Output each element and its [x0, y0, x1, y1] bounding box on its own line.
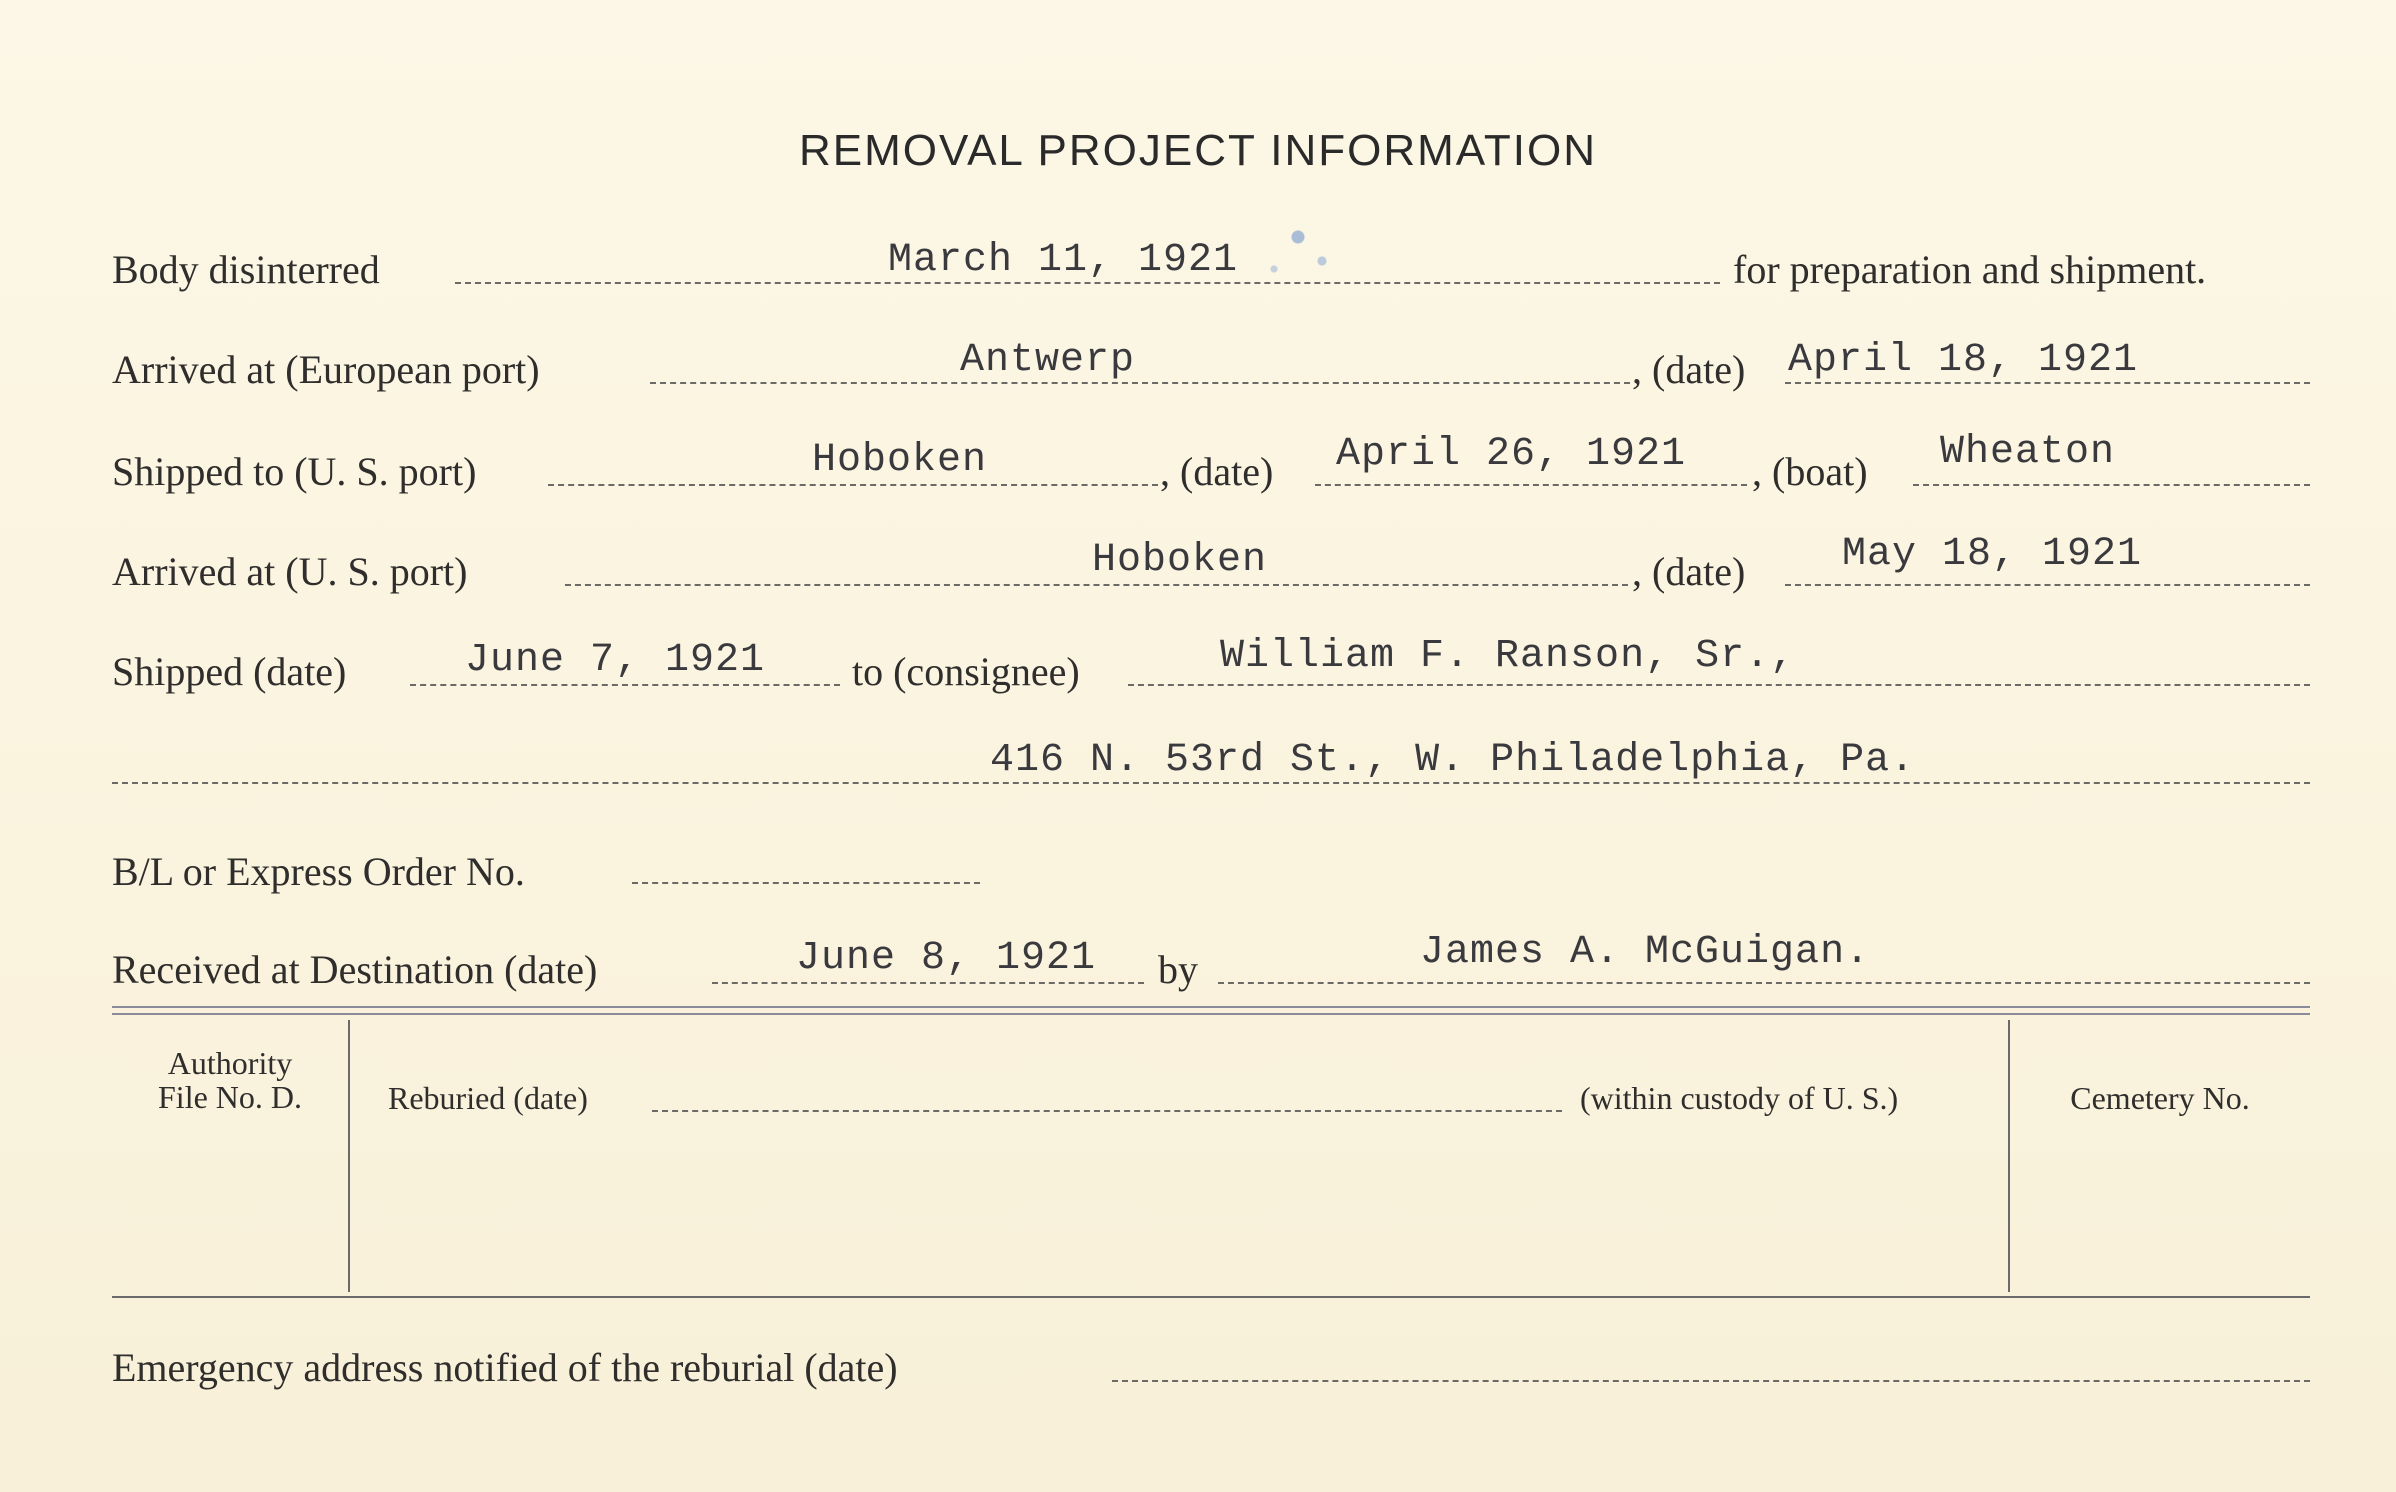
shipped-to-us-label: Shipped to (U. S. port) — [112, 449, 477, 494]
shipped-to-us-value: Hoboken — [812, 438, 988, 483]
arrived-us-label: Arrived at (U. S. port) — [112, 549, 468, 594]
shipped-date-line — [410, 684, 840, 686]
shipped-to-us-boat: Wheaton — [1940, 430, 2116, 475]
shipped-to-us-boat-label: , (boat) — [1752, 449, 1868, 494]
shipped-to-us-boat-line — [1913, 484, 2310, 486]
emergency-label: Emergency address notified of the reburial (date) — [112, 1345, 898, 1390]
reburied-line — [652, 1110, 1562, 1112]
arrived-us-date-label: , (date) — [1632, 549, 1746, 594]
table-divider-left — [348, 1020, 350, 1292]
arrived-european-date-label: , (date) — [1632, 347, 1746, 392]
emergency-line — [1112, 1380, 2310, 1382]
cemetery-label: Cemetery No. — [2070, 1080, 2250, 1116]
table-bottom-rule — [112, 1296, 2310, 1298]
authority-cell — [112, 1046, 348, 1114]
arrived-us-date-line — [1785, 584, 2310, 586]
table-divider-right — [2008, 1020, 2010, 1292]
received-label: Received at Destination (date) — [112, 947, 598, 992]
authority-label: Authority — [167, 1045, 293, 1081]
arrived-us-value: Hoboken — [1092, 538, 1268, 583]
arrived-european-line — [650, 382, 1630, 384]
body-disinterred-suffix: for preparation and shipment. — [1733, 247, 2207, 292]
received-by-label: by — [1158, 947, 1198, 992]
shipped-to-us-date-line — [1315, 484, 1747, 486]
reburied-label: Reburied (date) — [388, 1080, 588, 1116]
arrived-european-value: Antwerp — [960, 338, 1136, 383]
received-by-value: James A. McGuigan. — [1420, 930, 1871, 975]
body-disinterred-value: March 11, 1921 — [888, 238, 1239, 283]
arrived-us-date: May 18, 1921 — [1842, 532, 2143, 577]
arrived-european-date: April 18, 1921 — [1788, 338, 2139, 383]
arrived-us-line — [565, 584, 1628, 586]
shipped-to-us-date: April 26, 1921 — [1336, 432, 1687, 477]
file-no-label: File No. D. — [158, 1079, 302, 1115]
body-disinterred-label: Body disinterred — [112, 247, 380, 292]
shipped-to-us-line — [548, 484, 1158, 486]
shipped-date-value: June 7, 1921 — [465, 638, 766, 683]
bl-order-label: B/L or Express Order No. — [112, 849, 525, 894]
table-top-rule-2 — [112, 1013, 2310, 1015]
ink-stamp-mark — [1250, 205, 1370, 285]
card-title: REMOVAL PROJECT INFORMATION — [799, 126, 1597, 175]
table-top-rule-1 — [112, 1006, 2310, 1008]
consignee-label: to (consignee) — [852, 649, 1080, 694]
arrived-european-label: Arrived at (European port) — [112, 347, 540, 392]
custody-label: (within custody of U. S.) — [1580, 1080, 1899, 1116]
received-date-line — [712, 982, 1144, 984]
consignee-value: William F. Ranson, Sr., — [1220, 634, 1796, 679]
received-by-line — [1218, 982, 2310, 984]
bl-order-line — [632, 882, 980, 884]
shipped-date-label: Shipped (date) — [112, 649, 347, 694]
consignee-address: 416 N. 53rd St., W. Philadelphia, Pa. — [990, 738, 1916, 783]
consignee-line — [1128, 684, 2310, 686]
shipped-to-us-date-label: , (date) — [1160, 449, 1274, 494]
received-date: June 8, 1921 — [796, 936, 1097, 981]
